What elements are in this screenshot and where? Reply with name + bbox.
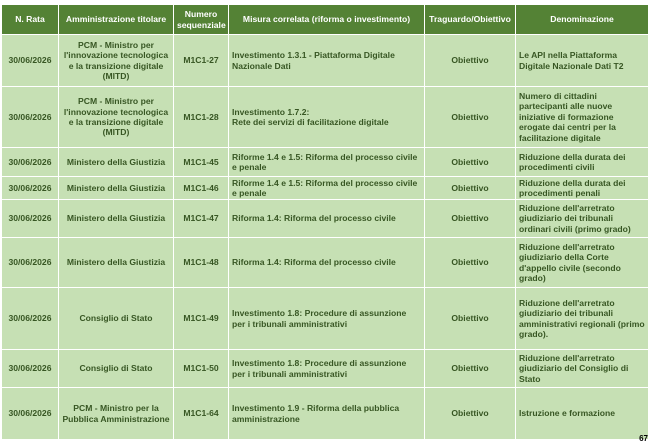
cell-denominazione: Riduzione della durata dei procedimenti civili <box>516 148 649 177</box>
header-denominazione: Denominazione <box>516 5 649 35</box>
cell-rata: 30/06/2026 <box>2 288 59 350</box>
cell-denominazione: Riduzione dell'arretrato giudiziario dei tribunali ordinari civili (primo grado) <box>516 200 649 238</box>
table-row <box>2 350 649 388</box>
cell-misura: Investimento 1.3.1 - Piattaforma Digitale Nazionale Dati <box>229 35 425 87</box>
table-row <box>2 35 649 87</box>
cell-denominazione: Riduzione dell'arretrato giudiziario del Consiglio di Stato <box>516 350 649 388</box>
cell-amministrazione: Ministero della Giustizia <box>59 238 174 288</box>
cell-denominazione: Le API nella Piattaforma Digitale Nazionale Dati T2 <box>516 35 649 87</box>
cell-traguardo: Obiettivo <box>425 288 516 350</box>
cell-traguardo: Obiettivo <box>425 350 516 388</box>
cell-denominazione: Riduzione dell'arretrato giudiziario della Corte d'appello civile (secondo grado) <box>516 238 649 288</box>
table-row <box>2 148 649 177</box>
cell-numero: M1C1-27 <box>174 35 229 87</box>
cell-traguardo: Obiettivo <box>425 148 516 177</box>
cell-numero: M1C1-47 <box>174 200 229 238</box>
cell-amministrazione: PCM - Ministro per l'innovazione tecnologica e la transizione digitale (MITD) <box>59 35 174 87</box>
cell-misura: Riforma 1.4: Riforma del processo civile <box>229 200 425 238</box>
header-misura: Misura correlata (riforma o investimento) <box>229 5 425 35</box>
cell-rata: 30/06/2026 <box>2 177 59 200</box>
cell-amministrazione: Consiglio di Stato <box>59 350 174 388</box>
cell-amministrazione: PCM - Ministro per la Pubblica Amministrazione <box>59 388 174 440</box>
cell-misura: Investimento 1.8: Procedure di assunzione per i tribunali amministrativi <box>229 350 425 388</box>
cell-rata: 30/06/2026 <box>2 200 59 238</box>
cell-numero: M1C1-50 <box>174 350 229 388</box>
cell-misura: Investimento 1.9 - Riforma della pubblica amministrazione <box>229 388 425 440</box>
cell-numero: M1C1-49 <box>174 288 229 350</box>
cell-amministrazione: Consiglio di Stato <box>59 288 174 350</box>
misura-line-1: Investimento 1.7.2: <box>232 106 310 117</box>
cell-rata: 30/06/2026 <box>2 148 59 177</box>
cell-amministrazione: Ministero della Giustizia <box>59 148 174 177</box>
cell-misura: Riforme 1.4 e 1.5: Riforma del processo civile e penale <box>229 148 425 177</box>
table-row <box>2 288 649 350</box>
header-rata: N. Rata <box>2 5 59 35</box>
cell-traguardo: Obiettivo <box>425 35 516 87</box>
cell-amministrazione: Ministero della Giustizia <box>59 200 174 238</box>
cell-rata: 30/06/2026 <box>2 35 59 87</box>
cell-numero: M1C1-28 <box>174 87 229 148</box>
table-row <box>2 200 649 238</box>
cell-denominazione: Riduzione della durata dei procedimenti penali <box>516 177 649 200</box>
header-numero: Numero sequenziale <box>174 5 229 35</box>
cell-numero: M1C1-48 <box>174 238 229 288</box>
misura-line-2: Rete dei servizi di facilitazione digitale <box>232 117 389 127</box>
cell-misura: Riforma 1.4: Riforma del processo civile <box>229 238 425 288</box>
cell-amministrazione: PCM - Ministro per l'innovazione tecnologica e la transizione digitale (MITD) <box>59 87 174 148</box>
header-traguardo: Traguardo/Obiettivo <box>425 5 516 35</box>
cell-denominazione: Istruzione e formazione <box>516 388 649 440</box>
cell-traguardo: Obiettivo <box>425 177 516 200</box>
cell-amministrazione: Ministero della Giustizia <box>59 177 174 200</box>
cell-denominazione: Numero di cittadini partecipanti alle nuove iniziative di formazione erogate dai centri per la facilitazione digitale <box>516 87 649 148</box>
cell-misura <box>229 87 425 148</box>
page-number: 67 <box>639 434 648 443</box>
table-row <box>2 177 649 200</box>
cell-numero: M1C1-46 <box>174 177 229 200</box>
header-row <box>2 5 649 35</box>
cell-numero: M1C1-45 <box>174 148 229 177</box>
cell-rata: 30/06/2026 <box>2 350 59 388</box>
table-row <box>2 238 649 288</box>
cell-denominazione: Riduzione dell'arretrato giudiziario dei tribunali amministrativi regionali (primo grado). <box>516 288 649 350</box>
cell-traguardo: Obiettivo <box>425 87 516 148</box>
cell-traguardo: Obiettivo <box>425 388 516 440</box>
cell-rata: 30/06/2026 <box>2 388 59 440</box>
header-amministrazione: Amministrazione titolare <box>59 5 174 35</box>
cell-misura: Investimento 1.8: Procedure di assunzione per i tribunali amministrativi <box>229 288 425 350</box>
cell-misura: Riforme 1.4 e 1.5: Riforma del processo civile e penale <box>229 177 425 200</box>
table-row <box>2 388 649 440</box>
cell-numero: M1C1-64 <box>174 388 229 440</box>
cell-traguardo: Obiettivo <box>425 200 516 238</box>
cell-traguardo: Obiettivo <box>425 238 516 288</box>
milestones-table <box>1 4 649 440</box>
cell-rata: 30/06/2026 <box>2 87 59 148</box>
table-row <box>2 87 649 148</box>
cell-rata: 30/06/2026 <box>2 238 59 288</box>
